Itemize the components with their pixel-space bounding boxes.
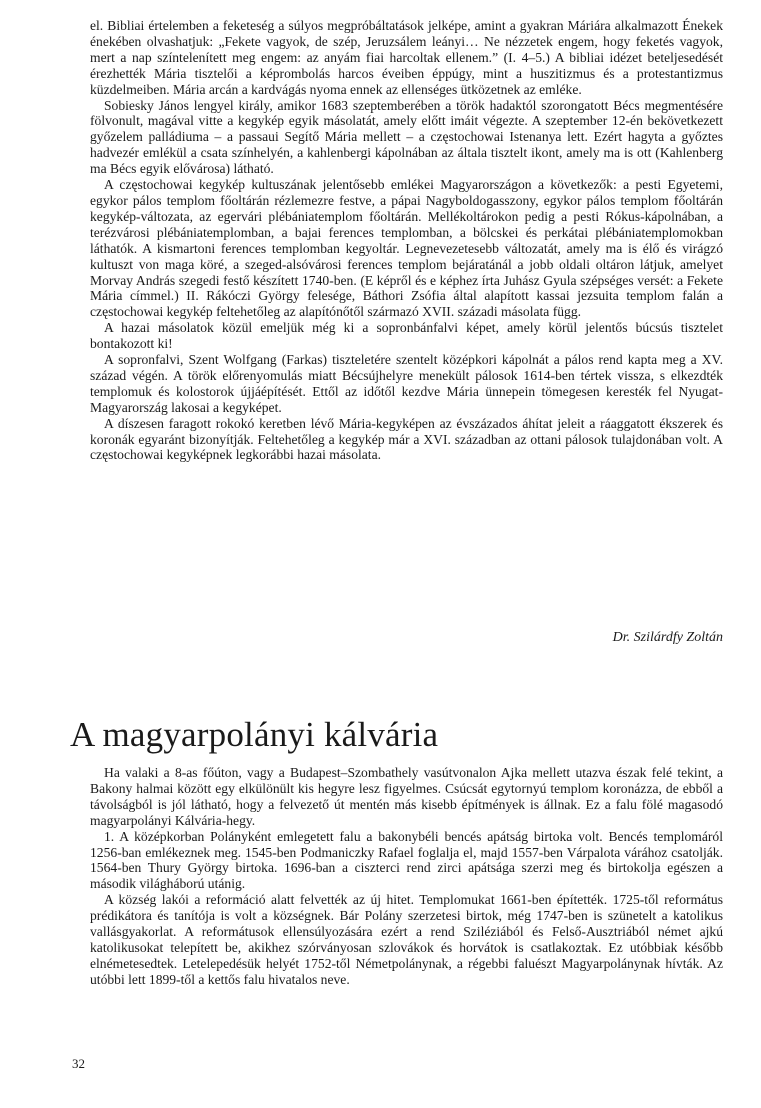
article-body [90, 765, 723, 988]
paragraph: Sobiesky János lengyel király, amikor 1683 szeptemberében a török hadaktól szorongatott Bécs megmentésére fölvonult, magával vitte a kegykép egyik másolatát, amely előtt imáit végezte. A szeptember 12-én bekövetkezett győzelem palládiuma – a passaui Segítő Mária mellett – a częstochowai Istenanya lett. Ezért hagyta a győztes hadvezér emlékül a csata színhelyén, a kahlenbergi kápolnában az általa tisztelt ikont, amely ma is ott (Kahlenberg ma Bécs egyik elővárosa) látható. [90, 97, 723, 177]
paragraph: el. Bibliai értelemben a feketeség a súlyos megpróbáltatások jelképe, amint a gyakran Máriára alkalmazott Énekek énekében olvashatjuk: „Fekete vagyok, de szép, Jeruzsálem leányi… Ne nézzetek engem, hogy feketés vagyok, mert a nap színtelenített meg engem: az anyám fiai harcoltak ellenem.” (I. 4–5.) A bibliai idézet beteljesedését érezhették Mária tisztelői a képrombolás harcos éveiben éppúgy, mint a huszitizmus és a protestantizmus küzdelmeiben. Mária arcán a kardvágás nyoma ennek az ellenséges ütközetnek az emléke. [90, 18, 723, 97]
page-number: 32 [72, 1056, 85, 1071]
article-title: A magyarpolányi kálvária [70, 715, 439, 754]
paragraph: 1. A középkorban Polányként emlegetett falu a bakonybéli bencés apátság birtoka volt. Bencés templomáról 1256-ban emlékeznek meg. 1545-ben Podmaniczky Rafael foglalja el, majd 1557-ben Várpalota várához csatolják. 1564-ben Thury György birtoka. 1696-ban a ciszterci rend zirci apátsága szerzi meg és birtokolja egészen a második világháború utánig. [90, 828, 723, 892]
author-signature: Dr. Szilárdfy Zoltán [612, 630, 723, 645]
paragraph: Ha valaki a 8-as főúton, vagy a Budapest–Szombathely vasútvonalon Ajka mellett utazva észak felé tekint, a Bakony halmai között egy elkülönült kis hegyre lesz figyelmes. Csúcsát egytornyú templom koronázza, de ebből a távolságból is jól látható, hogy a felvezető út mentén más kisebb építmények is állnak. Ez a falu fölé magasodó magyarpolányi Kálvária-hegy. [90, 765, 723, 828]
paragraph: A község lakói a reformáció alatt felvették az új hitet. Templomukat 1661-ben építették. 1725-től református prédikátora és tanítója is volt a községnek. Bár Polány szerzetesi birtok, még 1747-ben is szünetelt a katolikus vallásgyakorlat. A reformátusok ellensúlyozására ezért a rend Sziléziából és Felső-Ausztriából német ajkú katolikusokat telepített be, akikhez szórványosan szlovákok és horvátok is csatlakoztak. Ez utóbbiak később elnémetesedtek. Letelepedésük helyét 1752-től Németpolánynak, a régebbi faluészt Magyarpolánynak hívták. Az utóbbi lett 1899-től a kettős falu hivatalos neve. [90, 892, 723, 987]
paragraph: A díszesen faragott rokokó keretben lévő Mária-kegyképen az évszázados áhítat jeleit a ráaggatott ékszerek és koronák egyaránt bizonyítják. Feltehetőleg a kegykép már a XVI. században az ottani pálosok tulajdonában volt. A częstochowai kegyképnek legkorábbi hazai másolata. [90, 415, 723, 463]
paragraph: A hazai másolatok közül emeljük még ki a sopronbánfalvi képet, amely körül jelentős búcsús tisztelet bontakozott ki! [90, 320, 723, 352]
paragraph: A częstochowai kegykép kultuszának jelentősebb emlékei Magyarországon a következők: a pesti Egyetemi, egykor pálos templom főoltárán rézlemezre festve, a pápai Nagyboldogasszony, egykor pálos templom főoltárán kegykép-változata, az egervári plébániatemplom főoltárán. Mellékoltárokon pedig a pesti Rókus-kápolnában, a terézvárosi plébániatemplomban, a bajai ferences templomban, a bölcskei és perkátai plébániatemplomokban láthatók. A kismartoni ferences templomban kegyoltár. Legnevezetesebb változatát, amely ma is élő és virágzó kultuszt von maga köré, a szeged-alsóvárosi ferences templom bejáratánál a jobb oldali oltáron látjuk, amelyet Morvay András szegedi festő készített 1740-ben. (E képről és e képhez írta Juhász Gyula szépséges versét: a Fekete Mária címmel.) II. Rákóczi György felesége, Báthori Zsófia által alapított kassai jezsuita templom falán a częstochowai kegykép feltehetőleg az alapítónőtől származó XVII. századi másolata függ. [90, 177, 723, 320]
paragraph: A sopronfalvi, Szent Wolfgang (Farkas) tiszteletére szentelt középkori kápolnát a pálos rend kapta meg a XV. század végén. A török előrenyomulás miatt Bécsújhelyre menekült pálosok 1614-ben tértek vissza, s elkezdték templomuk és kolostorok újjáépítését. Ettől az időtől kezdve Mária ünnepein tömegesen keresték fel Nyugat-Magyarország lakosai a kegyképet. [90, 352, 723, 415]
previous-article-text [90, 18, 723, 463]
